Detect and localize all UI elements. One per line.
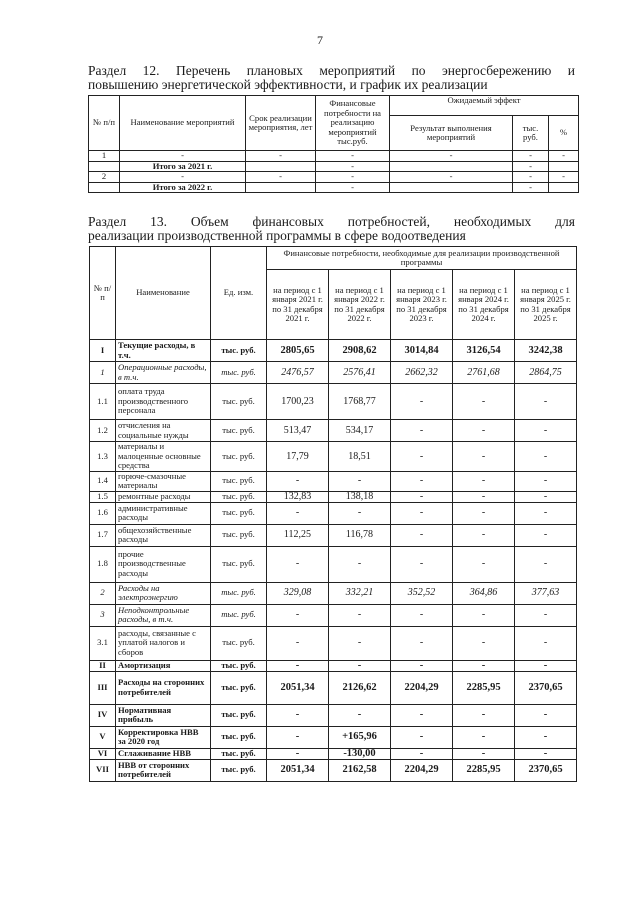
cell-value: 1700,23	[267, 384, 329, 420]
cell-name: НВВ от сторонних потребителей	[116, 759, 211, 781]
cell-value: -	[329, 502, 391, 524]
page-number: 7	[317, 33, 323, 47]
cell-value: 2204,29	[391, 759, 453, 781]
cell-value: 3126,54	[453, 340, 515, 362]
cell-value: -	[453, 491, 515, 502]
cell-value: -	[329, 546, 391, 582]
cell-name: оплата труда производственного персонала	[116, 384, 211, 420]
cell-unit: тыс. руб.	[211, 726, 267, 748]
cell-fin: -	[316, 182, 390, 193]
cell-name: Операционные расходы, в т.ч.	[116, 362, 211, 384]
table-row	[90, 704, 577, 726]
cell-value: -	[267, 546, 329, 582]
cell-unit: тыс. руб.	[211, 524, 267, 546]
cell-num: 1.4	[90, 471, 116, 491]
cell-value: -	[391, 420, 453, 442]
cell-result	[390, 161, 513, 172]
col-period-2024: на период с 1 января 2024 г. по 31 декабря 2024 г.	[453, 270, 515, 340]
cell-num: 1	[90, 362, 116, 384]
cell-name: отчисления на социальные нужды	[116, 420, 211, 442]
cell-value: -	[267, 660, 329, 671]
table-row	[89, 182, 579, 193]
section-13-heading	[88, 215, 575, 243]
cell-value: 2285,95	[453, 671, 515, 704]
cell-value: -	[267, 704, 329, 726]
cell-value: 2761,68	[453, 362, 515, 384]
cell-value: -	[391, 471, 453, 491]
cell-num: V	[90, 726, 116, 748]
cell-name: Неподконтрольные расходы, в т.ч.	[116, 604, 211, 626]
cell-num: 1.6	[90, 502, 116, 524]
section-13-heading-line2: реализации производственной программы в сфере водоотведения	[88, 228, 466, 243]
cell-value: -	[515, 442, 577, 472]
col-thous: тыс. руб.	[513, 116, 549, 151]
cell-name: Итого за 2022 г.	[120, 182, 246, 193]
cell-num	[89, 161, 120, 172]
cell-value: -	[515, 384, 577, 420]
cell-value: -	[453, 660, 515, 671]
table-row	[90, 759, 577, 781]
col-name: Наименование	[116, 247, 211, 340]
cell-num: 1	[89, 151, 120, 162]
cell-value: 116,78	[329, 524, 391, 546]
cell-num: IV	[90, 704, 116, 726]
cell-value: -	[267, 748, 329, 759]
table-row	[90, 726, 577, 748]
section-12-table	[88, 95, 579, 193]
table-row	[90, 491, 577, 502]
cell-term: -	[246, 151, 316, 162]
cell-num: 1.2	[90, 420, 116, 442]
cell-name: прочие производственные расходы	[116, 546, 211, 582]
section-12-heading-line1: Раздел 12. Перечень плановых мероприятий по энергосбережению и	[88, 63, 575, 78]
cell-name: общехозяйственные расходы	[116, 524, 211, 546]
section-13-table	[89, 246, 577, 782]
table-row	[90, 471, 577, 491]
cell-name: ремонтные расходы	[116, 491, 211, 502]
col-period-2021: на период с 1 января 2021 г. по 31 декабря 2021 г.	[267, 270, 329, 340]
table-row	[90, 660, 577, 671]
cell-value: 2204,29	[391, 671, 453, 704]
cell-thous: -	[513, 182, 549, 193]
cell-value: -	[391, 726, 453, 748]
cell-value: -	[329, 660, 391, 671]
cell-num: 3	[90, 604, 116, 626]
cell-num: VII	[90, 759, 116, 781]
cell-value: 1768,77	[329, 384, 391, 420]
cell-fin: -	[316, 161, 390, 172]
table-row	[90, 626, 577, 660]
table-row	[90, 748, 577, 759]
cell-pct: -	[549, 172, 579, 183]
cell-thous: -	[513, 161, 549, 172]
cell-value: 132,83	[267, 491, 329, 502]
cell-value: -	[453, 604, 515, 626]
cell-value: 2476,57	[267, 362, 329, 384]
cell-value: 2370,65	[515, 759, 577, 781]
cell-name: Нормативная прибыль	[116, 704, 211, 726]
cell-num: III	[90, 671, 116, 704]
cell-value: -	[515, 660, 577, 671]
cell-value: -	[391, 524, 453, 546]
cell-unit: тыс. руб.	[211, 704, 267, 726]
cell-value: 3014,84	[391, 340, 453, 362]
col-finance: Финансовые потребности, необходимые для реализации производственной программы	[267, 247, 577, 270]
cell-value: 2162,58	[329, 759, 391, 781]
table-row	[90, 362, 577, 384]
cell-num: 1.8	[90, 546, 116, 582]
cell-value: -	[453, 726, 515, 748]
cell-value: 2285,95	[453, 759, 515, 781]
cell-value: -	[391, 442, 453, 472]
cell-pct: -	[549, 151, 579, 162]
cell-name: -	[120, 172, 246, 183]
cell-value: 2864,75	[515, 362, 577, 384]
cell-fin: -	[316, 151, 390, 162]
cell-unit: тыс. руб.	[211, 442, 267, 472]
cell-value: -	[391, 748, 453, 759]
table-row	[90, 582, 577, 604]
cell-value: 2805,65	[267, 340, 329, 362]
cell-unit: тыс. руб.	[211, 582, 267, 604]
cell-result: -	[390, 151, 513, 162]
cell-value: -	[267, 471, 329, 491]
cell-value: -	[267, 502, 329, 524]
table-row	[90, 442, 577, 472]
cell-value: -	[267, 626, 329, 660]
cell-term: -	[246, 172, 316, 183]
col-pct: %	[549, 116, 579, 151]
cell-value: -	[515, 546, 577, 582]
section-13-heading-line1: Раздел 13. Объем финансовых потребностей, необходимых для	[88, 214, 575, 229]
cell-num: I	[90, 340, 116, 362]
cell-value: -	[329, 604, 391, 626]
col-period-2025: на период с 1 января 2025 г. по 31 декабря 2025 г.	[515, 270, 577, 340]
table-row	[90, 546, 577, 582]
table-row	[89, 172, 579, 183]
cell-num: 2	[89, 172, 120, 183]
cell-value: 534,17	[329, 420, 391, 442]
cell-value: -	[515, 471, 577, 491]
col-num: № п/п	[90, 247, 116, 340]
cell-num: 1.7	[90, 524, 116, 546]
cell-result	[390, 182, 513, 193]
col-name: Наименование мероприятий	[120, 96, 246, 151]
cell-unit: тыс. руб.	[211, 748, 267, 759]
cell-value: 2576,41	[329, 362, 391, 384]
cell-value: -	[391, 384, 453, 420]
cell-unit: тыс. руб.	[211, 626, 267, 660]
cell-unit: тыс. руб.	[211, 384, 267, 420]
cell-value: -	[515, 502, 577, 524]
cell-value: -	[267, 604, 329, 626]
cell-pct	[549, 182, 579, 193]
cell-name: Корректировка НВВ за 2020 год	[116, 726, 211, 748]
cell-value: -	[391, 626, 453, 660]
cell-value: -	[391, 660, 453, 671]
cell-unit: тыс. руб.	[211, 420, 267, 442]
cell-value: -	[515, 491, 577, 502]
cell-value: 2126,62	[329, 671, 391, 704]
cell-value: 2908,62	[329, 340, 391, 362]
cell-unit: тыс. руб.	[211, 362, 267, 384]
cell-pct	[549, 161, 579, 172]
cell-value: 332,21	[329, 582, 391, 604]
cell-term	[246, 182, 316, 193]
cell-value: -	[329, 471, 391, 491]
cell-thous: -	[513, 151, 549, 162]
cell-unit: тыс. руб.	[211, 660, 267, 671]
section-12-heading	[88, 64, 575, 92]
cell-num: II	[90, 660, 116, 671]
cell-value: -	[453, 546, 515, 582]
cell-result: -	[390, 172, 513, 183]
cell-value: -	[329, 626, 391, 660]
table-row	[90, 340, 577, 362]
cell-name: горюче-смазочные материалы	[116, 471, 211, 491]
cell-value: -	[391, 546, 453, 582]
cell-value: -	[453, 442, 515, 472]
cell-value: 364,86	[453, 582, 515, 604]
col-unit: Ед. изм.	[211, 247, 267, 340]
cell-value: 352,52	[391, 582, 453, 604]
col-period-2022: на период с 1 января 2022 г. по 31 декабря 2022 г.	[329, 270, 391, 340]
cell-value: 2051,34	[267, 671, 329, 704]
cell-name: административные расходы	[116, 502, 211, 524]
cell-value: -	[329, 704, 391, 726]
col-finance: Финансовые потребности на реализацию мероприятий тыс.руб.	[316, 96, 390, 151]
cell-value: 18,51	[329, 442, 391, 472]
cell-unit: тыс. руб.	[211, 759, 267, 781]
col-effect: Ожидаемый эффект	[390, 96, 579, 116]
cell-num: 1.3	[90, 442, 116, 472]
table-row	[90, 502, 577, 524]
cell-value: -	[515, 704, 577, 726]
cell-value: 329,08	[267, 582, 329, 604]
cell-name: Амортизация	[116, 660, 211, 671]
cell-value: -	[391, 604, 453, 626]
cell-num	[89, 182, 120, 193]
cell-name: Сглаживание НВВ	[116, 748, 211, 759]
cell-value: -	[391, 491, 453, 502]
cell-value: -	[453, 471, 515, 491]
cell-unit: тыс. руб.	[211, 471, 267, 491]
cell-unit: тыс. руб.	[211, 671, 267, 704]
cell-value: -	[391, 704, 453, 726]
table-row	[90, 420, 577, 442]
col-result: Результат выполнения мероприятий	[390, 116, 513, 151]
cell-value: -	[515, 524, 577, 546]
table-row	[89, 151, 579, 162]
cell-value: 2662,32	[391, 362, 453, 384]
cell-value: 513,47	[267, 420, 329, 442]
cell-value: -	[515, 748, 577, 759]
cell-name: материалы и малоценные основные средства	[116, 442, 211, 472]
cell-name: Текущие расходы, в т.ч.	[116, 340, 211, 362]
cell-value: 3242,38	[515, 340, 577, 362]
cell-value: 2370,65	[515, 671, 577, 704]
cell-value: +165,96	[329, 726, 391, 748]
col-term: Срок реализации мероприятия, лет	[246, 96, 316, 151]
cell-unit: тыс. руб.	[211, 502, 267, 524]
cell-num: VI	[90, 748, 116, 759]
cell-name: Итого за 2021 г.	[120, 161, 246, 172]
cell-value: -	[267, 726, 329, 748]
cell-value: 17,79	[267, 442, 329, 472]
table-row	[90, 524, 577, 546]
cell-value: -	[515, 626, 577, 660]
cell-value: -	[453, 384, 515, 420]
cell-name: -	[120, 151, 246, 162]
cell-value: 112,25	[267, 524, 329, 546]
cell-term	[246, 161, 316, 172]
cell-unit: тыс. руб.	[211, 546, 267, 582]
table-row	[90, 604, 577, 626]
cell-value: -	[453, 420, 515, 442]
cell-value: -	[453, 748, 515, 759]
cell-value: -	[453, 524, 515, 546]
col-num: № п/п	[89, 96, 120, 151]
cell-value: -	[391, 502, 453, 524]
cell-unit: тыс. руб.	[211, 491, 267, 502]
cell-thous: -	[513, 172, 549, 183]
cell-value: -	[515, 604, 577, 626]
cell-name: Расходы на электроэнергию	[116, 582, 211, 604]
table-row	[90, 384, 577, 420]
cell-value: -130,00	[329, 748, 391, 759]
cell-num: 2	[90, 582, 116, 604]
cell-num: 1.5	[90, 491, 116, 502]
cell-value: -	[515, 726, 577, 748]
section-12-heading-line2: повышению энергетической эффективности, и график их реализации	[88, 77, 488, 92]
table-row	[89, 161, 579, 172]
cell-name: Расходы на сторонних потребителей	[116, 671, 211, 704]
cell-fin: -	[316, 172, 390, 183]
cell-value: 377,63	[515, 582, 577, 604]
cell-value: -	[515, 420, 577, 442]
cell-unit: тыс. руб.	[211, 340, 267, 362]
cell-value: -	[453, 626, 515, 660]
cell-value: 138,18	[329, 491, 391, 502]
cell-num: 3.1	[90, 626, 116, 660]
col-period-2023: на период с 1 января 2023 г. по 31 декабря 2023 г.	[391, 270, 453, 340]
table-row	[90, 671, 577, 704]
cell-num: 1.1	[90, 384, 116, 420]
cell-value: -	[453, 704, 515, 726]
cell-value: -	[453, 502, 515, 524]
cell-value: 2051,34	[267, 759, 329, 781]
cell-unit: тыс. руб.	[211, 604, 267, 626]
cell-name: расходы, связанные с уплатой налогов и сборов	[116, 626, 211, 660]
